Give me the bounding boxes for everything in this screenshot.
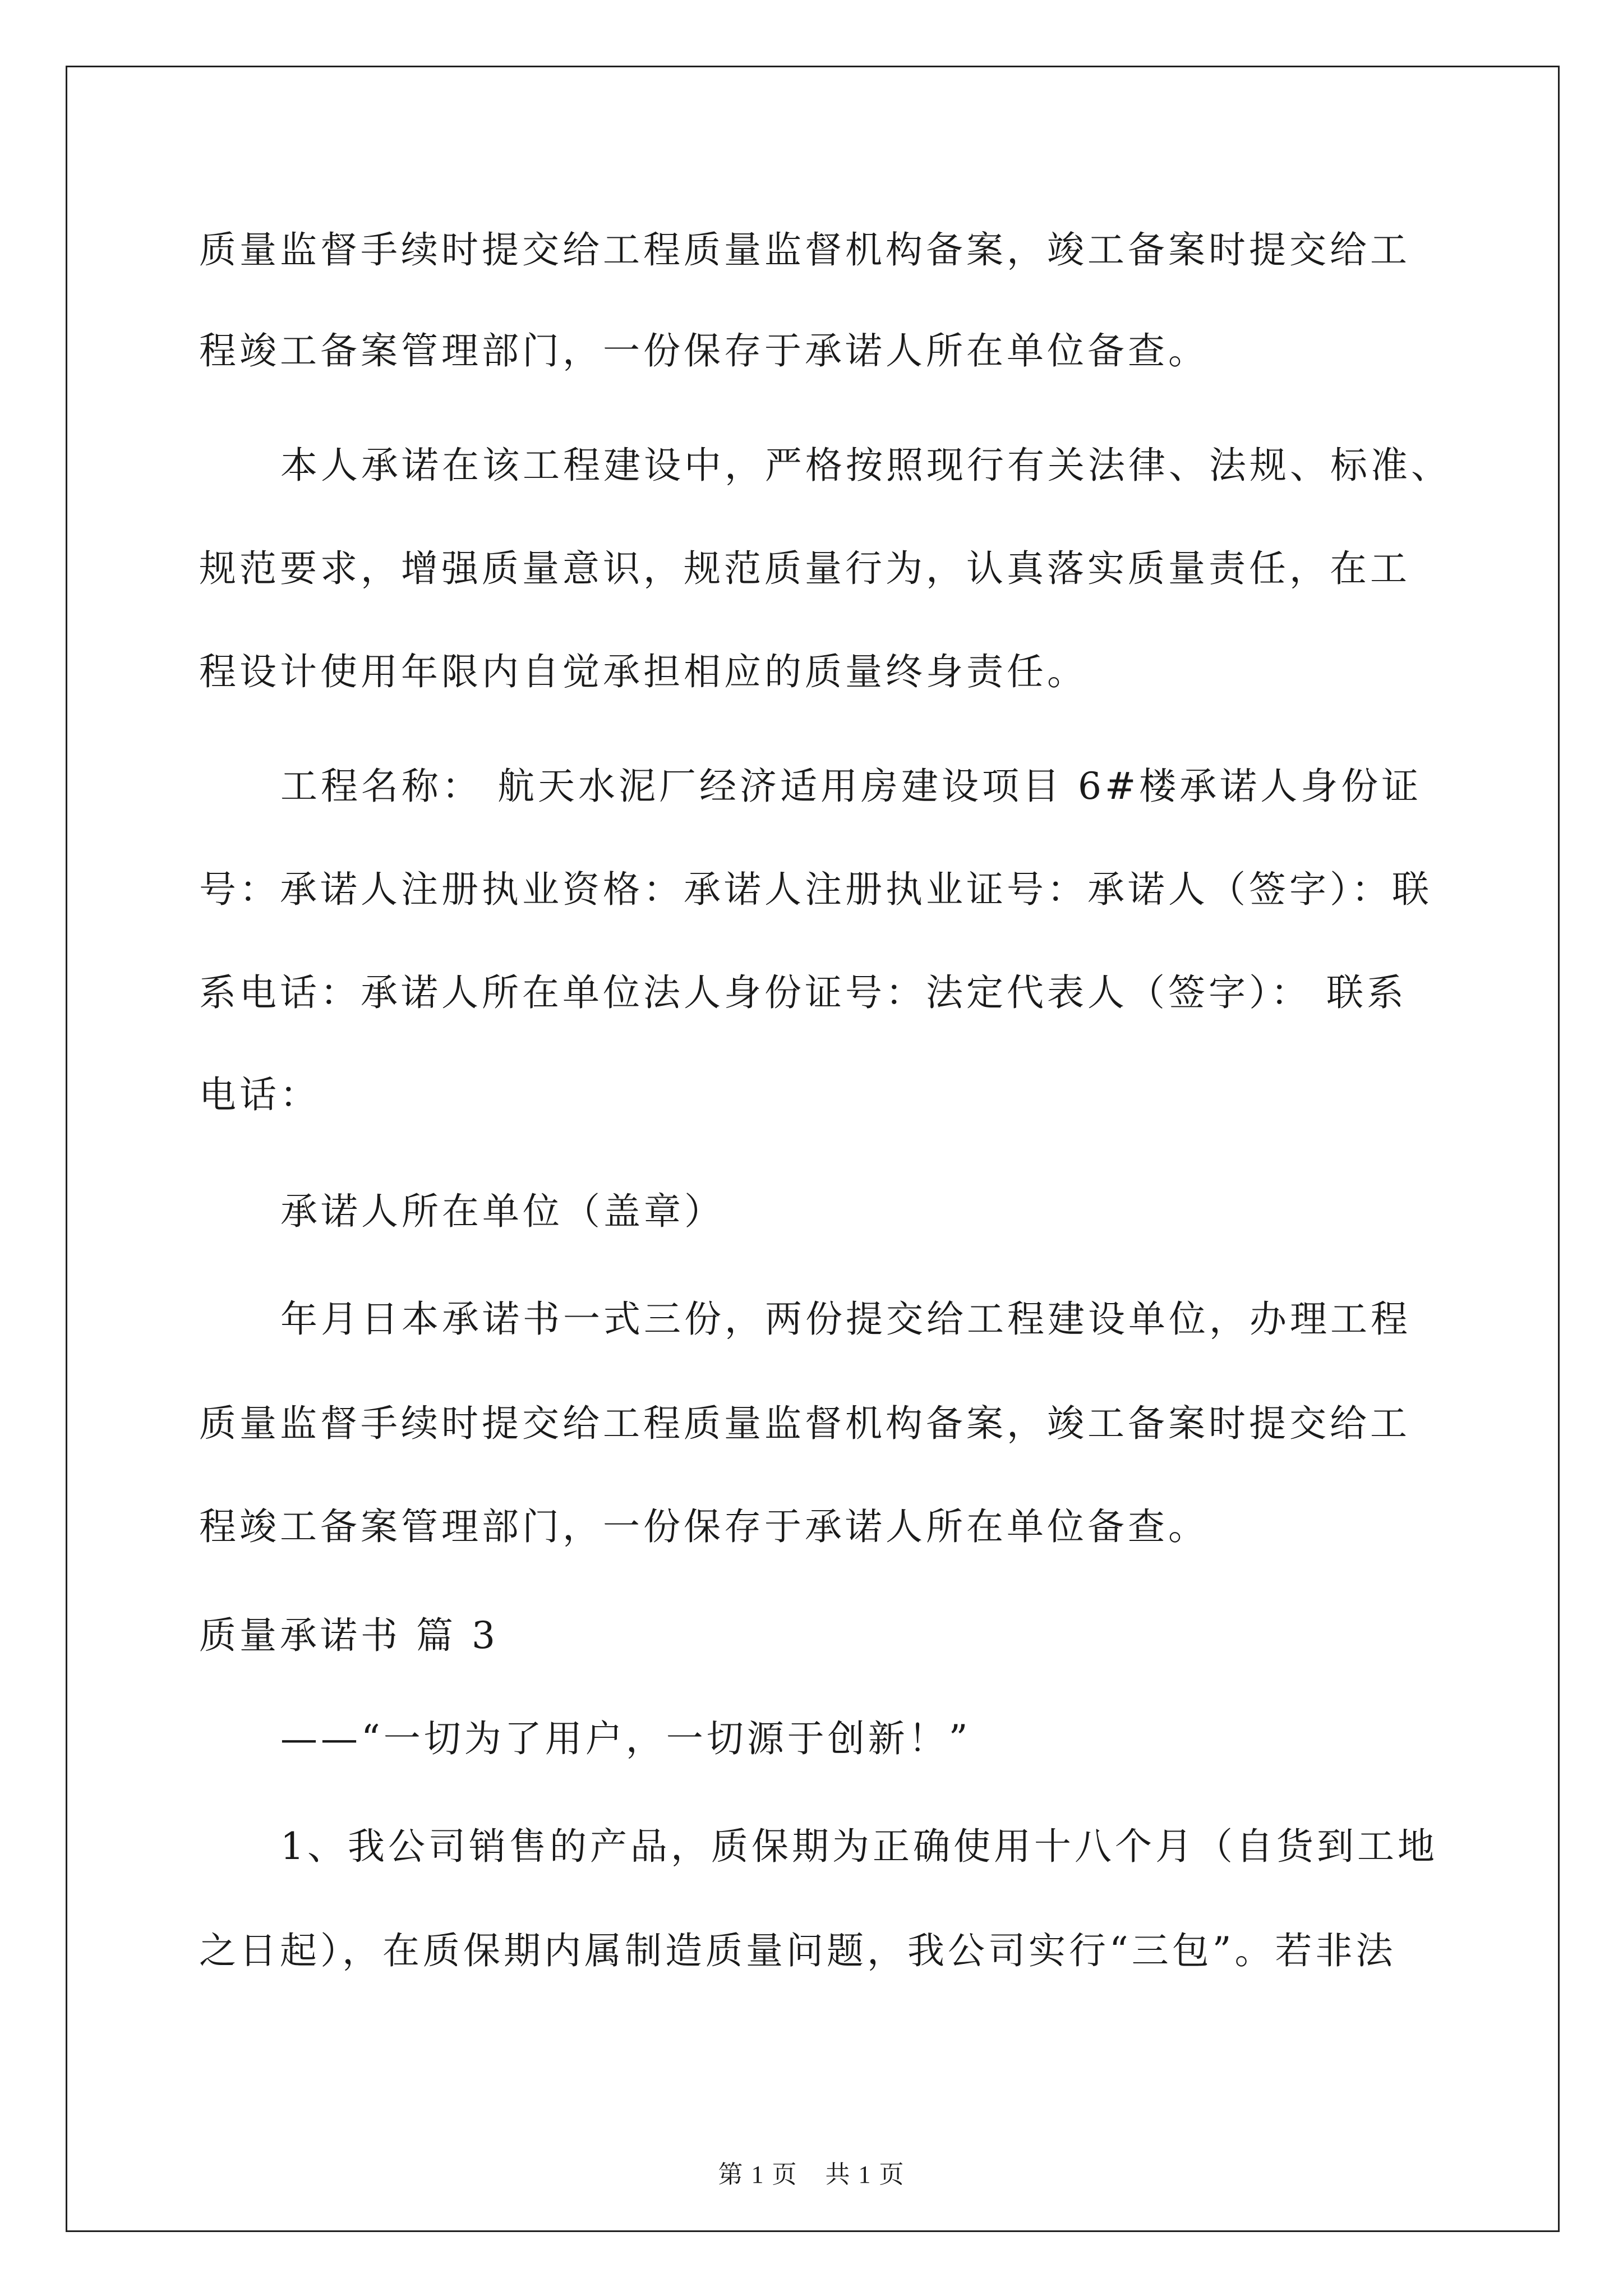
body-line-7: 号：承诺人注册执业资格：承诺人注册执业证号：承诺人（签字）：联 [199,868,1432,911]
body-line-2: 程竣工备案管理部门，一份保存于承诺人所在单位备查。 [199,329,1209,372]
page-total: 共 1 页 [825,2161,905,2188]
body-line-1: 质量监督手续时提交给工程质量监督机构备案，竣工备案时提交给工 [199,228,1410,272]
page-footer [0,2154,1623,2190]
section-heading: 质量承诺书 篇 3 [199,1614,499,1657]
body-line-9: 电话： [199,1073,320,1116]
page-current: 第 1 页 [718,2161,798,2188]
body-line-8: 系电话：承诺人所在单位法人身份证号：法定代表人（签字）： 联系 [199,971,1407,1014]
body-line-5: 程设计使用年限内自觉承担相应的质量终身责任。 [199,650,1087,693]
body-line-11: 年月日本承诺书一式三份，两份提交给工程建设单位，办理工程 [280,1297,1411,1341]
body-line-10: 承诺人所在单位（盖章） [280,1190,725,1233]
body-line-16: 1、我公司销售的产品，质保期为正确使用十八个月（自货到工地 [280,1825,1438,1868]
body-line-3: 本人承诺在该工程建设中，严格按照现行有关法律、法规、标准、 [280,444,1451,487]
body-line-12: 质量监督手续时提交给工程质量监督机构备案，竣工备案时提交给工 [199,1402,1410,1445]
body-line-6: 工程名称： 航天水泥厂经济适用房建设项目 6#楼承诺人身份证 [280,765,1422,808]
slogan-line: ——“一切为了用户，一切源于创新！” [280,1717,971,1760]
body-line-17: 之日起），在质保期内属制造质量问题，我公司实行“三包”。若非法 [199,1929,1396,1972]
body-line-4: 规范要求，增强质量意识，规范质量行为，认真落实质量责任，在工 [199,547,1410,590]
body-line-13: 程竣工备案管理部门，一份保存于承诺人所在单位备查。 [199,1505,1209,1548]
page-border [66,66,1560,2232]
